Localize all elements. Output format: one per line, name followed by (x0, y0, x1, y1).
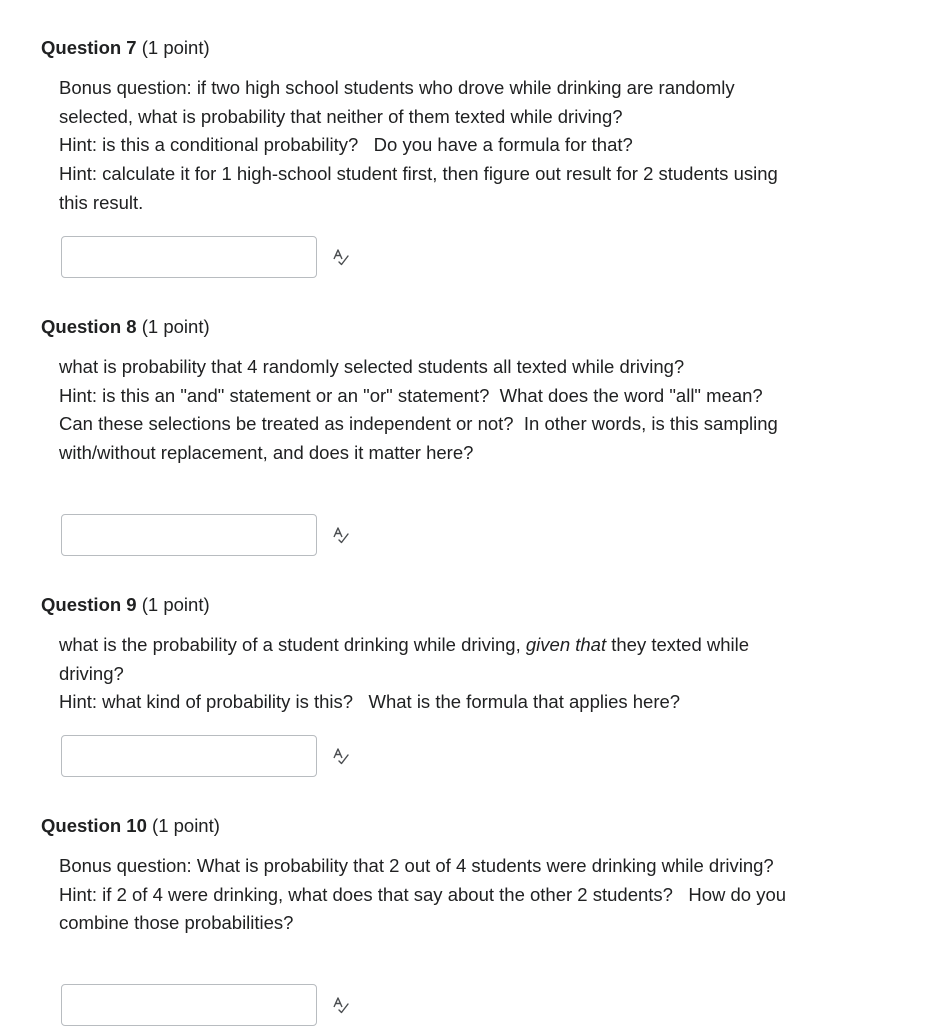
question-number: Question 10 (41, 815, 147, 836)
question-points: (1 point) (141, 37, 210, 58)
question-text (59, 74, 799, 218)
question-title (41, 814, 220, 838)
spell-check-icon[interactable] (332, 747, 350, 765)
question-number: Question 7 (41, 37, 137, 58)
question-points: (1 point) (152, 815, 220, 836)
question-text (59, 353, 799, 468)
question-number: Question 8 (41, 316, 137, 337)
question-paragraph: what is probability that 4 randomly selected students all texted while driving? (59, 356, 685, 377)
question-text (59, 631, 799, 717)
question-text (59, 852, 799, 938)
hint-paragraph: Hint: calculate it for 1 high-school student first, then figure out result for 2 students using this result. (59, 163, 778, 213)
question-text-start: what is the probability of a student drinking while driving, (59, 634, 526, 655)
emphasis-text: given that (525, 634, 607, 655)
answer-input[interactable] (61, 984, 317, 1026)
question-paragraph: Bonus question: What is probability that 2 out of 4 students were drinking while driving? (59, 855, 774, 876)
question-paragraph: Bonus question: if two high school students who drove while drinking are randomly selected, what is probability that neither of them texted while driving? (59, 77, 735, 127)
question-number: Question 9 (41, 594, 137, 615)
spell-check-icon[interactable] (332, 996, 350, 1014)
question-title (41, 36, 210, 60)
spell-check-icon[interactable] (332, 526, 350, 544)
question-points: (1 point) (141, 594, 210, 615)
hint-paragraph: Can these selections be treated as independent or not? In other words, is this sampling with/without replacement, and does it matter here? (59, 413, 778, 464)
question-points: (1 point) (141, 316, 210, 337)
answer-input[interactable] (61, 236, 317, 278)
question-text-end: they texted while driving? (59, 634, 750, 684)
answer-input[interactable] (61, 735, 317, 777)
hint-paragraph: Hint: if 2 of 4 were drinking, what does that say about the other 2 students? How do you combine those probabilities? (59, 883, 787, 934)
question-title (41, 315, 210, 339)
hint-paragraph: Hint: what kind of probability is this? What is the formula that applies here? (59, 691, 681, 713)
spell-check-icon[interactable] (332, 248, 350, 266)
question-title (41, 593, 210, 617)
question-paragraph (59, 631, 799, 688)
hint-paragraph: Hint: is this a conditional probability? Do you have a formula for that? (59, 134, 633, 156)
answer-input[interactable] (61, 514, 317, 556)
hint-paragraph: Hint: is this an "and" statement or an "or" statement? What does the word "all" mean? (59, 384, 763, 406)
